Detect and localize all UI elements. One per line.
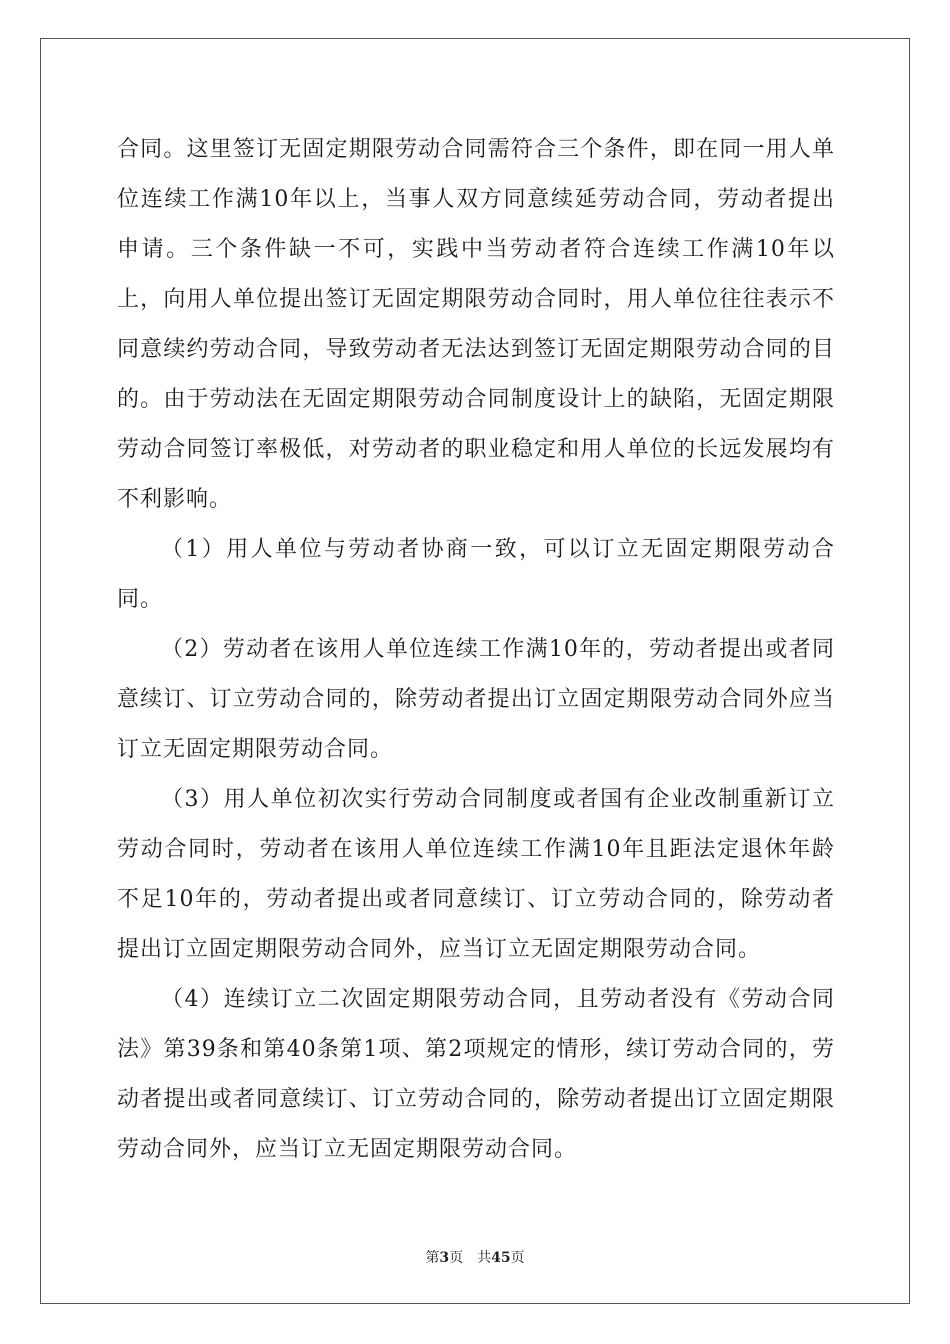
page-suffix: 页 bbox=[449, 1250, 464, 1266]
paragraph-continuation: 合同。这里签订无固定期限劳动合同需符合三个条件，即在同一用人单位连续工作满10年以上，当事人双方同意续延劳动合同，劳动者提出申请。三个条件缺一不可，实践中当劳动者符合连续工作满10年以上，向用人单位提出签订无固定期限劳动合同时，用人单位往往表示不同意续约劳动合同，导致劳动者无法达到签订无固定期限劳动合同的目的。由于劳动法在无固定期限劳动合同制度设计上的缺陷，无固定期限劳动合同签订率极低，对劳动者的职业稳定和用人单位的长远发展均有不利影响。 bbox=[117, 137, 835, 512]
page-footer bbox=[0, 1247, 950, 1267]
paragraph-item-3: （3）用人单位初次实行劳动合同制度或者国有企业改制重新订立劳动合同时，劳动者在该用人单位连续工作满10年且距法定退休年龄不足10年的，劳动者提出或者同意续订、订立劳动合同的，除劳动者提出订立固定期限劳动合同外，应当订立无固定期限劳动合同。 bbox=[117, 787, 835, 962]
total-suffix: 页 bbox=[510, 1250, 525, 1266]
paragraph-item-4: （4）连续订立二次固定期限劳动合同，且劳动者没有《劳动合同法》第39条和第40条第1项、第2项规定的情形，续订劳动合同的，劳动者提出或者同意续订、订立劳动合同的，除劳动者提出订立固定期限劳动合同外，应当订立无固定期限劳动合同。 bbox=[117, 987, 835, 1162]
document-body bbox=[117, 125, 835, 1175]
total-prefix: 共 bbox=[477, 1250, 492, 1266]
paragraph-item-1: （1）用人单位与劳动者协商一致，可以订立无固定期限劳动合同。 bbox=[117, 537, 835, 612]
total-pages-number: 45 bbox=[491, 1250, 511, 1266]
paragraph-item-2: （2）劳动者在该用人单位连续工作满10年的，劳动者提出或者同意续订、订立劳动合同的，除劳动者提出订立固定期限劳动合同外应当订立无固定期限劳动合同。 bbox=[117, 637, 835, 762]
current-page-number: 3 bbox=[439, 1250, 450, 1266]
page-prefix: 第 bbox=[425, 1250, 440, 1266]
